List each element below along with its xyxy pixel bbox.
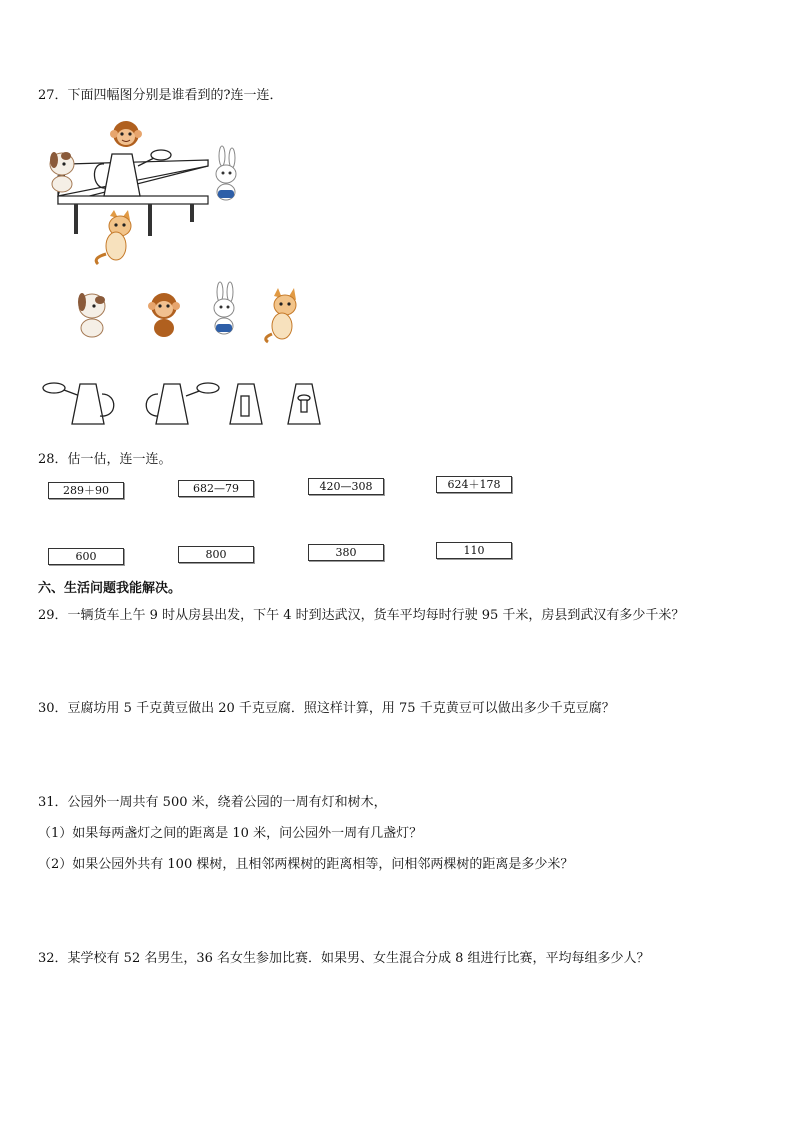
expression-box-2[interactable]: 682—79: [178, 480, 254, 497]
answer-box-1[interactable]: 600: [48, 548, 124, 565]
question-27-text: 27．下面四幅图分别是谁看到的?连一连．: [38, 88, 283, 103]
question-32-text: 32．某学校有 52 名男生，36 名女生参加比赛．如果男、女生混合分成 8 组进行比赛，平均每组多少人？: [38, 951, 650, 966]
question-30-text: 30．豆腐坊用 5 千克黄豆做出 20 千克豆腐．照这样计算，用 75 千克黄豆可以做出多少千克豆腐？: [38, 701, 615, 716]
question-31-sub-1: （1）如果每两盏灯之间的距离是 10 米，问公园外一周有几盏灯？: [38, 826, 423, 841]
answer-box-2[interactable]: 800: [178, 546, 254, 563]
cat-icon: [96, 210, 131, 264]
expression-box-4[interactable]: 624＋178: [436, 476, 512, 493]
dog-icon: [50, 152, 74, 192]
dog-icon[interactable]: [72, 290, 116, 338]
monkey-icon: [110, 121, 142, 147]
monkey-icon[interactable]: [144, 290, 188, 338]
question-28-text: 28．估一估，连一连。: [38, 452, 172, 467]
scene-illustration: [40, 118, 260, 268]
teapot-back-icon[interactable]: [286, 378, 326, 428]
rabbit-icon: [216, 146, 236, 200]
section-6-title: 六、生活问题我能解决。: [38, 581, 182, 596]
question-29-text: 29．一辆货车上午 9 时从房县出发，下午 4 时到达武汉，货车平均每时行驶 95 千米，房县到武汉有多少千米？: [38, 608, 685, 623]
answer-box-4[interactable]: 110: [436, 542, 512, 559]
question-31-sub-2: （2）如果公园外共有 100 棵树，且相邻两棵树的距离相等，问相邻两棵树的距离是多少米？: [38, 857, 574, 872]
question-31-text: 31．公园外一周共有 500 米，绕着公园的一周有灯和树木，: [38, 795, 387, 810]
cat-icon[interactable]: [262, 288, 306, 344]
expression-box-3[interactable]: 420—308: [308, 478, 384, 495]
answer-box-3[interactable]: 380: [308, 544, 384, 561]
teapot-front-icon[interactable]: [228, 378, 268, 428]
expression-box-1[interactable]: 289＋90: [48, 482, 124, 499]
teapot-side-right-spout-icon[interactable]: [40, 378, 120, 428]
rabbit-icon[interactable]: [204, 284, 248, 340]
teapot-side-left-spout-icon[interactable]: [140, 378, 220, 428]
